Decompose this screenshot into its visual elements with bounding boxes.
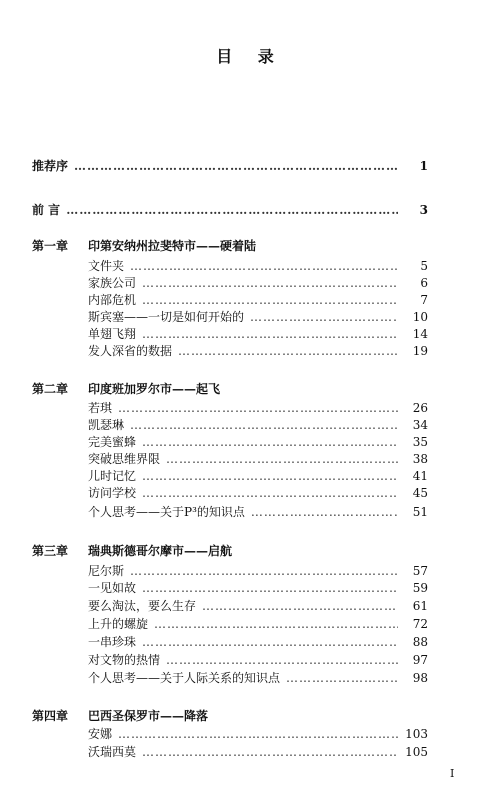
- toc-entry[interactable]: [88, 417, 428, 433]
- dot-leader: [130, 563, 398, 579]
- toc-entry[interactable]: [88, 670, 428, 686]
- toc-entry[interactable]: [88, 292, 428, 308]
- toc-entry-label: 斯宾塞——一切是如何开始的: [88, 310, 245, 324]
- toc-entry-page: 45: [412, 486, 428, 500]
- toc-entry-page: 88: [412, 635, 428, 649]
- chapter-number: 第二章: [32, 382, 69, 396]
- toc-entry-page: 1: [419, 159, 428, 173]
- toc-entry[interactable]: [88, 563, 428, 579]
- toc-entry-page: 97: [412, 653, 428, 667]
- dot-leader: [166, 652, 398, 668]
- toc-entry-page: 26: [412, 401, 428, 415]
- dot-leader: [142, 634, 398, 650]
- toc-entry[interactable]: [88, 598, 428, 614]
- dot-leader: [166, 451, 398, 467]
- toc-entry-label: 文件夹: [88, 259, 125, 273]
- toc-entry-page: 61: [412, 599, 428, 613]
- toc-entry-page: 34: [412, 418, 428, 432]
- dot-leader: [142, 434, 398, 450]
- toc-entry-label: 安娜: [88, 727, 113, 741]
- chapter-number: 第四章: [32, 709, 69, 723]
- toc-entry-label: 访问学校: [88, 486, 137, 500]
- dot-leader: [74, 158, 398, 174]
- toc-entry-label: 要么淘汰，要么生存: [88, 599, 197, 613]
- dot-leader: [142, 292, 398, 308]
- toc-entry[interactable]: [88, 326, 428, 342]
- chapter-title: 印度班加罗尔市——起飞: [88, 382, 221, 396]
- toc-entry-page: 35: [412, 435, 428, 449]
- toc-entry-page: 5: [420, 259, 428, 273]
- dot-leader: [118, 400, 398, 416]
- chapter-number: 第三章: [32, 544, 69, 558]
- toc-entry-label: 儿时记忆: [88, 469, 137, 483]
- toc-entry-page: 14: [412, 327, 428, 341]
- dot-leader: [251, 504, 398, 520]
- toc-entry[interactable]: [88, 744, 428, 760]
- page-title: 目 录: [216, 47, 284, 66]
- dot-leader: [66, 202, 398, 218]
- toc-entry-label: 突破思维界限: [88, 452, 161, 466]
- toc-entry[interactable]: [88, 726, 428, 742]
- chapter-title: 巴西圣保罗市——降落: [88, 709, 209, 723]
- toc-entry-page: 6: [420, 276, 428, 290]
- toc-entry-page: 7: [420, 293, 428, 307]
- toc-entry-page: 57: [412, 564, 428, 578]
- dot-leader: [250, 309, 398, 325]
- chapter-heading[interactable]: [32, 708, 208, 724]
- chapter-heading[interactable]: [32, 238, 256, 254]
- dot-leader: [142, 326, 398, 342]
- toc-entry[interactable]: [88, 580, 428, 596]
- toc-entry-page: 98: [412, 671, 428, 685]
- dot-leader: [286, 670, 398, 686]
- dot-leader: [142, 468, 398, 484]
- chapter-title: 瑞典斯德哥尔摩市——启航: [88, 544, 233, 558]
- toc-entry-page: 51: [412, 505, 428, 519]
- dot-leader: [130, 417, 398, 433]
- toc-entry-label: 发人深省的数据: [88, 344, 173, 358]
- toc-entry-page: 41: [412, 469, 428, 483]
- toc-entry[interactable]: [88, 485, 428, 501]
- toc-entry[interactable]: [88, 652, 428, 668]
- dot-leader: [118, 726, 398, 742]
- toc-entry-page: 38: [412, 452, 428, 466]
- toc-entry-label: 完美蜜蜂: [88, 435, 137, 449]
- toc-entry-page: 105: [405, 745, 428, 759]
- toc-entry-label: 推荐序: [32, 159, 69, 173]
- toc-entry-page: 19: [412, 344, 428, 358]
- toc-entry[interactable]: [88, 275, 428, 291]
- toc-entry-label: 沃瑞西莫: [88, 745, 137, 759]
- toc-entry-label: 内部危机: [88, 293, 137, 307]
- dot-leader: [142, 744, 398, 760]
- dot-leader: [142, 485, 398, 501]
- toc-entry-label: 家族公司: [88, 276, 137, 290]
- dot-leader: [130, 258, 398, 274]
- toc-entry-preface[interactable]: [32, 158, 428, 174]
- toc-entry-label: 单翅飞翔: [88, 327, 137, 341]
- dot-leader: [142, 275, 398, 291]
- toc-entry[interactable]: [88, 400, 428, 416]
- toc-entry[interactable]: [88, 468, 428, 484]
- toc-entry-page: 103: [405, 727, 428, 741]
- toc-entry[interactable]: [88, 343, 428, 359]
- dot-leader: [142, 580, 398, 596]
- toc-entry-label: 一串珍珠: [88, 635, 137, 649]
- dot-leader: [178, 343, 398, 359]
- dot-leader: [154, 616, 398, 632]
- toc-entry-label: 凯瑟琳: [88, 418, 125, 432]
- toc-entry-label: 上升的螺旋: [88, 617, 149, 631]
- toc-entry-label: 一见如故: [88, 581, 137, 595]
- toc-entry-label: 若琪: [88, 401, 113, 415]
- toc-entry[interactable]: [88, 434, 428, 450]
- toc-entry-label: 个人思考——关于人际关系的知识点: [88, 671, 281, 685]
- toc-entry-page: 3: [419, 203, 428, 217]
- chapter-number: 第一章: [32, 239, 69, 253]
- dot-leader: [202, 598, 398, 614]
- toc-entry-label: 个人思考——关于P³的知识点: [88, 505, 245, 519]
- toc-entry[interactable]: [88, 258, 428, 274]
- chapter-heading[interactable]: [32, 381, 220, 397]
- toc-entry-page: 10: [412, 310, 428, 324]
- toc-entry-label: 前 言: [32, 203, 61, 217]
- chapter-title: 印第安纳州拉斐特市——硬着陆: [88, 239, 257, 253]
- page-number: I: [450, 767, 455, 780]
- toc-entry[interactable]: [88, 309, 428, 325]
- toc-entry-foreword[interactable]: [32, 202, 428, 218]
- toc-entry-page: 59: [412, 581, 428, 595]
- toc-entry[interactable]: [88, 504, 428, 520]
- toc-entry[interactable]: [88, 616, 428, 632]
- toc-entry-page: 72: [412, 617, 428, 631]
- chapter-heading[interactable]: [32, 543, 232, 559]
- toc-entry[interactable]: [88, 634, 428, 650]
- toc-entry-label: 尼尔斯: [88, 564, 125, 578]
- toc-entry[interactable]: [88, 451, 428, 467]
- toc-entry-label: 对文物的热情: [88, 653, 161, 667]
